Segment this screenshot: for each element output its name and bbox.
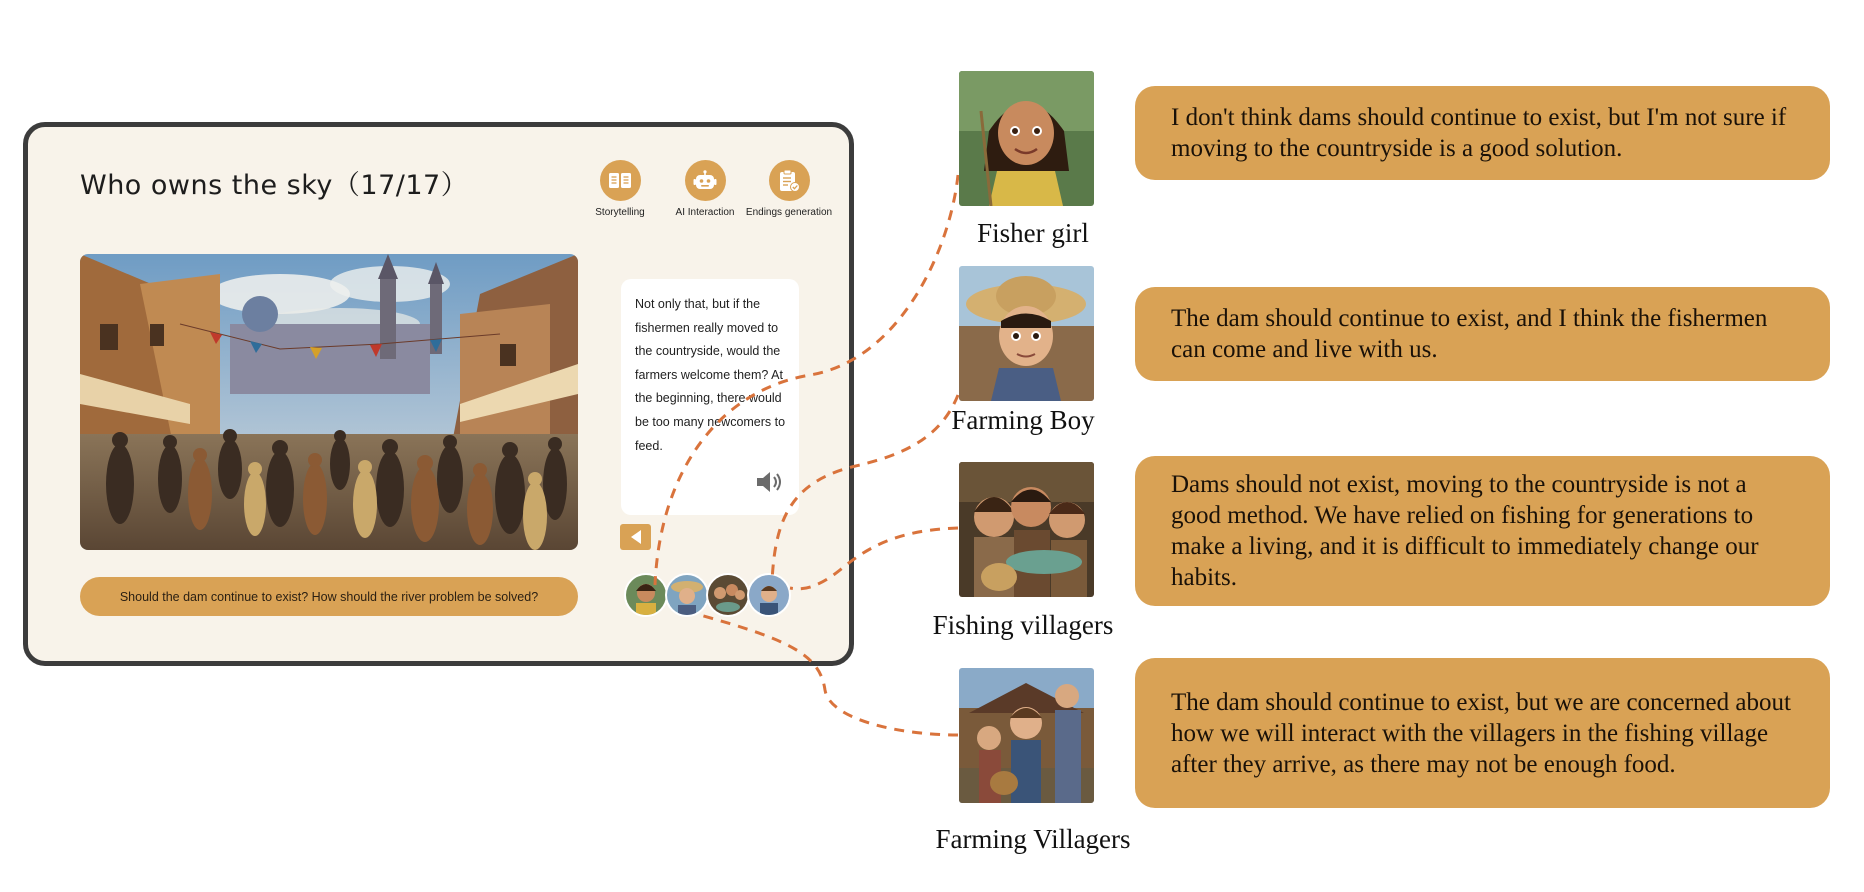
character-image-fishing-villagers xyxy=(959,462,1094,597)
speaker-icon[interactable] xyxy=(755,470,785,499)
avatar-farming-boy[interactable] xyxy=(665,573,709,617)
character-image-farming-villagers xyxy=(959,668,1094,803)
nav-endings-generation[interactable] xyxy=(744,160,834,218)
nav-storytelling[interactable] xyxy=(575,160,665,218)
avatar-fisher-girl[interactable] xyxy=(624,573,668,617)
triangle-left-icon xyxy=(629,529,643,545)
robot-icon xyxy=(685,160,726,201)
avatar-farming-villagers[interactable] xyxy=(747,573,791,617)
clipboard-icon xyxy=(769,160,810,201)
scene-image xyxy=(80,254,578,550)
character-quote-bubble: The dam should continue to exist, and I think the fishermen can come and live with us. xyxy=(1135,287,1830,381)
character-quote-bubble: I don't think dams should continue to exist, but I'm not sure if moving to the countryside is a good solution. xyxy=(1135,86,1830,180)
nav-label: Storytelling xyxy=(595,207,645,218)
avatar-fishing-villagers[interactable] xyxy=(706,573,750,617)
character-name: Fishing villagers xyxy=(932,610,1114,640)
nav-label: Endings generation xyxy=(745,207,833,218)
character-quote-bubble: Dams should not exist, moving to the countryside is not a good method. We have relied on fishing for generations to make a living, and it is difficult to immediately change our habits. xyxy=(1135,456,1830,606)
nav-label: AI Interaction xyxy=(675,207,735,218)
character-name: Fisher girl xyxy=(977,218,1089,248)
book-icon xyxy=(600,160,641,201)
question-bar[interactable]: Should the dam continue to exist? How should the river problem be solved? xyxy=(80,577,578,616)
character-name: Farming Boy xyxy=(951,405,1095,435)
character-image-farming-boy xyxy=(959,266,1094,401)
page-title: Who owns the sky（17/17） xyxy=(80,170,469,201)
dialog-card xyxy=(621,279,799,515)
app-window xyxy=(23,122,854,666)
character-name: Farming Villagers xyxy=(935,824,1131,854)
character-image-fisher-girl xyxy=(959,71,1094,206)
nav-ai-interaction[interactable] xyxy=(660,160,750,218)
back-button[interactable] xyxy=(620,524,651,550)
dialog-text: Not only that, but if the fishermen really moved to the countryside, would the farmers welcome them? At the beginning, there would be too many newcomers to feed. xyxy=(635,297,786,453)
character-quote-bubble: The dam should continue to exist, but we are concerned about how we will interact with the villagers in the fishing village after they arrive, as there may not be enough food. xyxy=(1135,658,1830,808)
